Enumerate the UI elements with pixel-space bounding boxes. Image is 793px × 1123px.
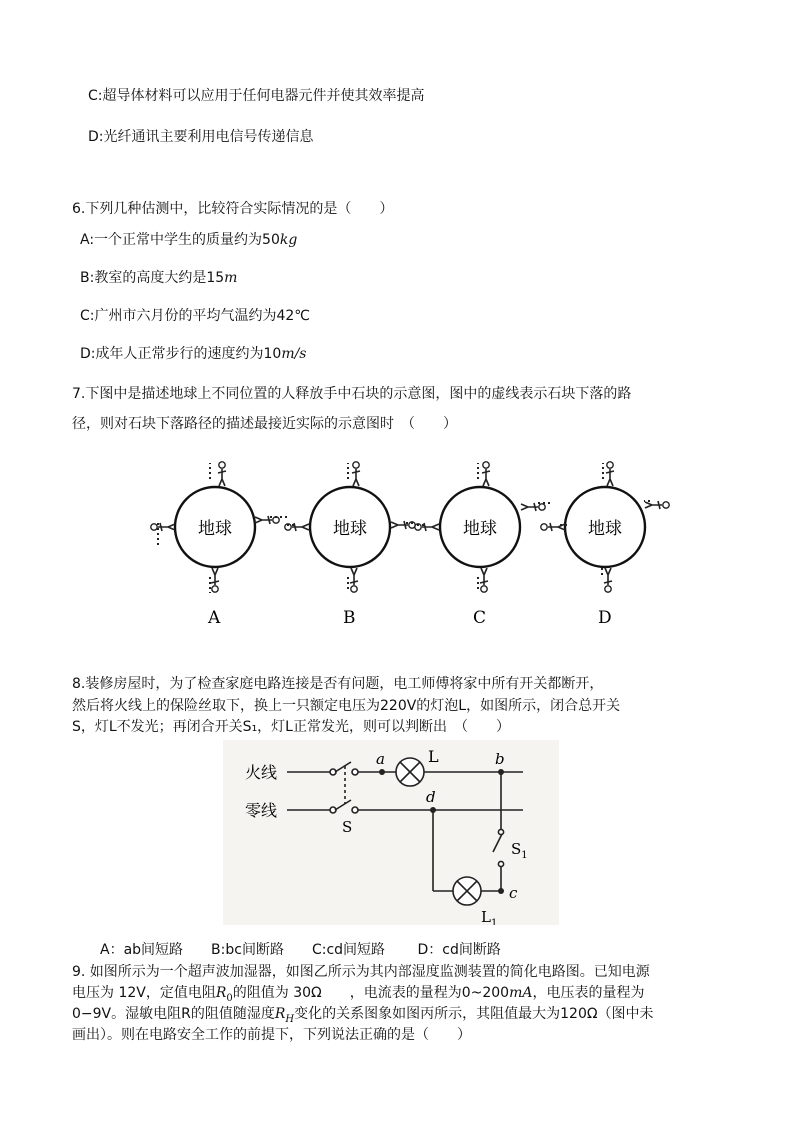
switch-s-label: S xyxy=(342,818,353,836)
circuit-diagram xyxy=(223,740,559,925)
figure-label-d: D xyxy=(598,608,612,628)
lamp-l-label: L xyxy=(428,747,439,766)
q8-stem-line2: 然后将火线上的保险丝取下，换上一只额定电压为220V的灯泡L，如图所示，闭合总开关 xyxy=(72,698,621,714)
q5-option-c: C:超导体材料可以应用于任何电器元件并使其效率提高 xyxy=(88,88,425,104)
switch-s1-label: $S_1$ xyxy=(511,840,528,861)
earth-label-d: 地球 xyxy=(588,519,622,539)
earth-label-b: 地球 xyxy=(333,519,367,539)
figure-label-b: B xyxy=(343,608,356,628)
figure-label-c: C xyxy=(473,608,487,628)
earth-diagram-d xyxy=(541,462,669,628)
q6-option-b: B:教室的高度大约是15m xyxy=(80,270,238,286)
q9-line3: 0−9V。湿敏电阻R的阻值随湿度$R_H$变化的关系图象如图丙所示，其阻值最大为120Ω（图中未 xyxy=(72,1006,654,1025)
earth-diagram-c xyxy=(415,462,552,628)
earth-diagram-a xyxy=(151,462,290,628)
live-wire-label: 火线 xyxy=(245,763,278,782)
q8-stem-line1: 8.装修房屋时，为了检查家庭电路连接是否有问题，电工师傅将家中所有开关都断开， xyxy=(72,676,604,692)
q5-option-d: D:光纤通讯主要利用电信号传递信息 xyxy=(88,129,314,145)
node-d-label: d xyxy=(426,788,436,806)
q9-line2: 电压为 12V，定值电阻$R_0$的阻值为 30Ω ，电流表的量程为0~200mA，电压表的量程为 xyxy=(72,985,645,1004)
q8-stem-line3: S，灯L不发光；再闭合开关S₁，灯L正常发光，则可以判断出 （ ） xyxy=(72,719,510,735)
q7-stem-line2: 径，则对石块下落路径的描述最接近实际的示意图时 （ ） xyxy=(72,416,457,432)
q6-option-c: C:广州市六月份的平均气温约为42℃ xyxy=(80,308,311,324)
q6-stem: 6.下列几种估测中，比较符合实际情况的是（ ） xyxy=(72,201,394,217)
q8-options: A：ab间短路 B:bc间断路 C:cd间短路 D：cd间断路 xyxy=(100,942,501,958)
q9-line1: 9. 如图所示为一个超声波加湿器，如图乙所示为其内部湿度监测装置的简化电路图。已知电源 xyxy=(72,964,650,980)
earth-label-a: 地球 xyxy=(198,519,232,539)
node-b-label: b xyxy=(495,750,505,768)
earth-diagram-b xyxy=(285,462,416,628)
earth-figures xyxy=(150,455,670,635)
earth-label-c: 地球 xyxy=(463,519,497,539)
node-c-label: c xyxy=(509,884,518,902)
node-a-label: a xyxy=(376,750,385,768)
q9-line4: 画出）。则在电路安全工作的前提下，下列说法正确的是（ ） xyxy=(72,1027,471,1043)
figure-label-a: A xyxy=(208,608,221,628)
neutral-wire-label: 零线 xyxy=(245,801,278,820)
q6-option-a: A:一个正常中学生的质量约为50kg xyxy=(80,232,298,248)
q6-option-d: D:成年人正常步行的速度约为10m/s xyxy=(80,346,307,362)
q7-stem-line1: 7.下图中是描述地球上不同位置的人释放手中石块的示意图，图中的虚线表示石块下落的路 xyxy=(72,386,632,402)
lamp-l1-label: $L_1$ xyxy=(481,908,498,925)
